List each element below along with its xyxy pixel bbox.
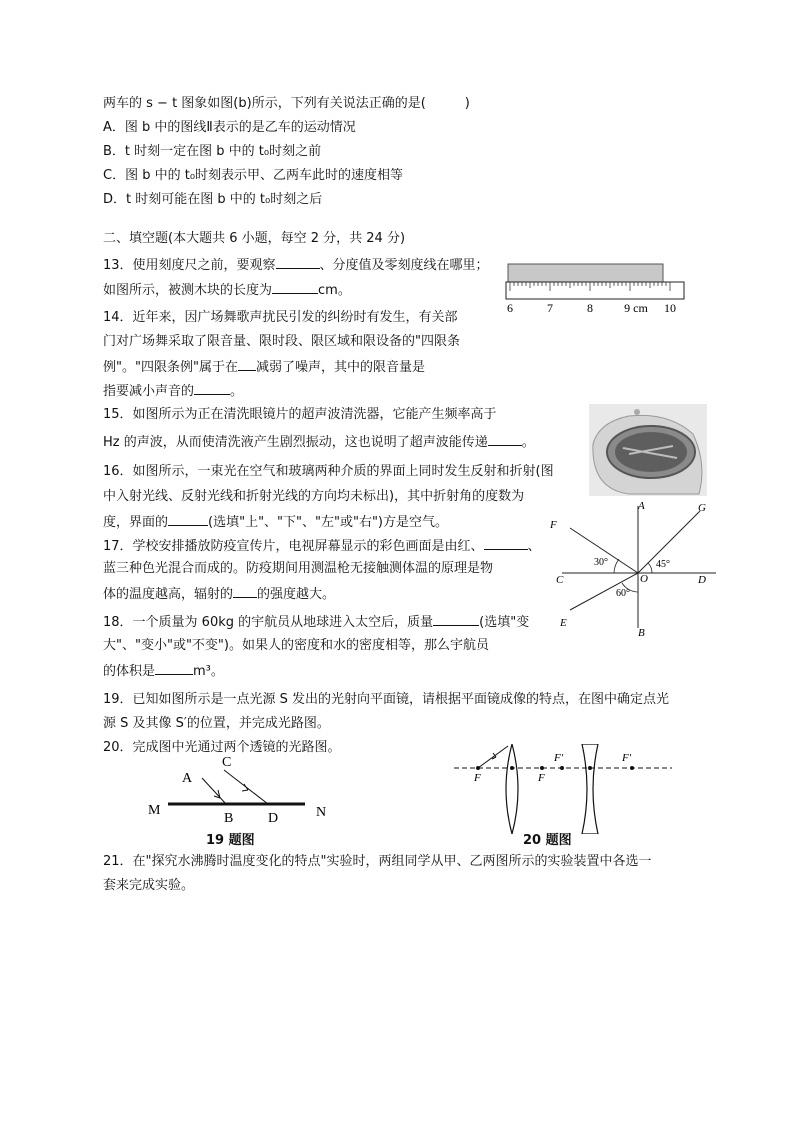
refraction-figure: [548, 498, 718, 640]
q12-stem: 两车的 s − t 图象如图(b)所示，下列有关说法正确的是( ): [103, 96, 470, 111]
label-e: E: [560, 617, 567, 629]
q14-blank-2[interactable]: [194, 381, 230, 395]
label-b: B: [638, 627, 645, 639]
lenses-figure: [450, 744, 675, 834]
label-ray-a: A: [182, 771, 193, 786]
label-f: F: [550, 519, 557, 531]
mirror-figure: [140, 748, 340, 828]
wood-block: [508, 264, 663, 282]
label-30deg: 30°: [594, 557, 608, 568]
cleaner-knob: [634, 409, 640, 415]
label-ray-c: C: [222, 755, 232, 770]
focus-point-2: [540, 766, 544, 770]
q14-text-c: 指要减小声音的: [103, 384, 195, 399]
q13-text-c: 如图所示，被测木块的长度为: [103, 283, 273, 298]
fig19-caption: 19 题图: [206, 833, 255, 848]
label-f3: F′: [554, 752, 564, 764]
ruler-body: [506, 282, 684, 299]
label-f2: F: [538, 772, 545, 784]
ruler-label-7: 7: [547, 301, 553, 315]
q17-text-a: 17．学校安排播放防疫宣传片，电视屏幕显示的彩色画面是由红、: [103, 539, 484, 554]
lens-center-2: [588, 766, 592, 770]
q18-text-c: 的体积是: [103, 664, 156, 679]
label-n: N: [316, 805, 327, 820]
q13-line2: [103, 280, 351, 300]
q12-option-b: B．t 时刻一定在图 b 中的 t₀时刻之前: [103, 144, 322, 159]
lens-center-1: [510, 766, 514, 770]
q16-blank[interactable]: [168, 512, 208, 526]
arc-45: [648, 563, 652, 573]
label-d: D: [698, 574, 706, 586]
q14-text-a: 例"。"四限条例"属于在: [103, 360, 238, 375]
q12-option-c: C．图 b 中的 t₀时刻表示甲、乙两车此时的速度相等: [103, 168, 404, 183]
q14-text-d: 。: [230, 384, 244, 399]
q13-text-d: cm。: [318, 283, 351, 298]
focus-point-3: [560, 766, 564, 770]
focus-point-1: [476, 766, 480, 770]
q12-option-a: A．图 b 中的图线Ⅱ表示的是乙车的运动情况: [103, 120, 356, 135]
convex-lens: [506, 744, 518, 834]
q13-blank-1[interactable]: [276, 255, 320, 269]
label-60deg: 60°: [616, 588, 630, 599]
q18-text-b: (选填"变: [479, 615, 530, 630]
q17-line3: [103, 584, 335, 604]
arrow-cd-2: [242, 790, 248, 791]
q13-line1: [103, 255, 489, 275]
q18-text-d: m³。: [193, 664, 224, 679]
ruler-figure: [500, 260, 690, 320]
q13-blank-2[interactable]: [272, 280, 318, 294]
q14-line2: 门对广场舞采取了限音量、限时段、限区域和限设备的"四限条: [103, 334, 460, 349]
q19-line2: 源 S 及其像 S′的位置，并完成光路图。: [103, 716, 330, 731]
q16-text-b: (选填"上"、"下"、"左"或"右")方是空气。: [208, 515, 448, 530]
focus-point-4: [630, 766, 634, 770]
label-o: O: [640, 573, 648, 585]
q15-line1: 15．如图所示为正在清洗眼镜片的超声波清洗器，它能产生频率高于: [103, 407, 497, 422]
q12-option-d: D．t 时刻可能在图 b 中的 t₀时刻之后: [103, 192, 323, 207]
q21-line1: 21．在"探究水沸腾时温度变化的特点"实验时，两组同学从甲、乙两图所示的实验装置中各选一: [103, 854, 652, 869]
label-f4: F′: [622, 752, 632, 764]
ruler-label-8: 8: [587, 301, 593, 315]
q18-line2: 大"、"变小"或"不变")。如果人的密度和水的密度相等，那么宇航员: [103, 638, 489, 653]
label-ray-d: D: [268, 811, 279, 826]
q16-text-a: 度，界面的: [103, 515, 169, 530]
q14-line4: [103, 381, 243, 401]
ray-ab: [202, 778, 226, 804]
q17-line2: 蓝三种色光混合而成的。防疫期间用测温枪无接触测体温的原理是物: [103, 561, 494, 576]
q14-text-b: 减弱了噪声，其中的限音量是: [255, 360, 425, 375]
ultrasonic-cleaner-photo: [589, 404, 707, 496]
cleaner-tank: [615, 432, 687, 472]
q17-text-b: 、: [527, 539, 541, 554]
q18-line1: [103, 612, 529, 632]
q19-line1: 19．已知如图所示是一点光源 S 发出的光射向平面镜，请根据平面镜成像的特点，在图中确定点光: [103, 692, 670, 707]
q13-text-b: 、分度值及零刻度线在哪里；: [319, 258, 489, 273]
q14-line1: 14．近年来，因广场舞歌声扰民引发的纠纷时有发生，有关部: [103, 310, 458, 325]
q17-blank-2[interactable]: [233, 584, 257, 598]
fig20-caption: 20 题图: [523, 833, 572, 848]
q14-line3: [103, 357, 425, 377]
incident-ray: [478, 746, 508, 768]
q18-blank-2[interactable]: [155, 661, 193, 675]
concave-lens: [582, 744, 598, 834]
q17-text-d: 的强度越大。: [257, 587, 336, 602]
q17-blank-1[interactable]: [484, 536, 528, 550]
ruler-label-9cm: 9 cm: [624, 301, 648, 315]
q16-line1: 16．如图所示，一束光在空气和玻璃两种介质的界面上同时发生反射和折射(图: [103, 464, 554, 479]
q21-line2: 套来完成实验。: [103, 878, 195, 893]
q13-text-a: 13．使用刻度尺之前，要观察: [103, 258, 276, 273]
label-a: A: [638, 500, 645, 512]
q18-line3: [103, 661, 224, 681]
ruler-label-10: 10: [664, 301, 676, 315]
q18-blank-1[interactable]: [433, 612, 479, 626]
label-ray-b: B: [224, 811, 234, 826]
label-45deg: 45°: [656, 559, 670, 570]
q16-line2: 中入射光线、反射光线和折射光线的方向均未标出)，其中折射角的度数为: [103, 489, 525, 504]
label-c: C: [556, 574, 564, 586]
q14-blank-1[interactable]: [238, 357, 256, 371]
q17-line1: [103, 536, 541, 556]
q20-line1: 20．完成图中光通过两个透镜的光路图。: [103, 740, 341, 755]
label-m: M: [148, 803, 161, 818]
q15-text-b: 。: [521, 435, 535, 450]
label-g: G: [698, 502, 706, 514]
ruler-label-6: 6: [507, 301, 513, 315]
arc-30: [614, 559, 619, 573]
q15-line2: [103, 432, 535, 452]
q15-text-a: Hz 的声波，从而使清洗液产生剧烈振动，这也说明了超声波能传递: [103, 435, 488, 450]
label-f1: F: [474, 772, 481, 784]
q15-blank[interactable]: [488, 432, 522, 446]
q18-text-a: 18．一个质量为 60kg 的宇航员从地球进入太空后，质量: [103, 615, 434, 630]
arrow-cd-1: [244, 784, 248, 790]
section-heading: 二、填空题(本大题共 6 小题，每空 2 分，共 24 分): [103, 231, 406, 246]
q16-line3: [103, 512, 448, 532]
q17-text-c: 体的温度越高，辐射的: [103, 587, 234, 602]
